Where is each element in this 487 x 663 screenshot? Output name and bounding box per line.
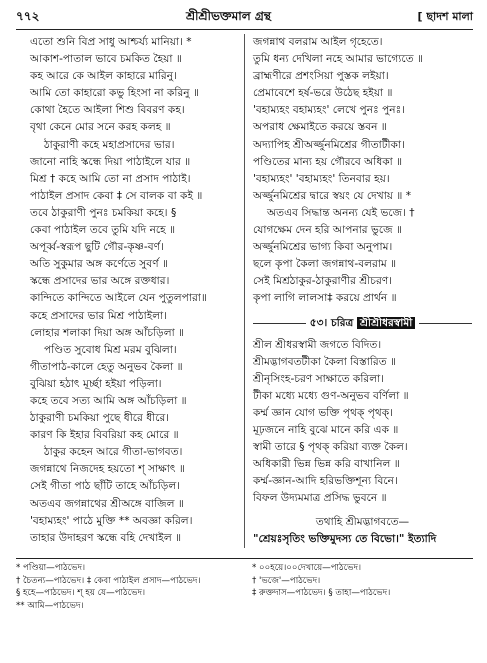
- verse-line: প্রেমাবেশে হর্ষ-ভরে উঠেছ হইয়া ॥: [253, 87, 393, 100]
- verse-line: অতএব জগন্নাথের শ্রীঅঙ্গে বাজিল ॥: [30, 497, 184, 510]
- verse-line: পণ্ডিত সুবোধ মিশ্র মরম বুঝিলা।: [44, 343, 177, 356]
- footnotes-left: [16, 562, 244, 612]
- verse-line: 'বহাম্যহং' 'বহাম্যহং' তিনবার হয়।: [253, 172, 390, 185]
- chapter-name: শ্রীশ্রীধরস্বামী: [357, 317, 415, 329]
- chapter-number: ৫৩।: [309, 316, 328, 329]
- verse-line: যোগক্ষেম দেন হরি আপনার ভুজে ॥: [253, 224, 402, 237]
- verse-line: জগন্নাথ বলরাম আইল গৃহেতে।: [253, 36, 383, 48]
- section-label: [ ছাদশ মালা: [417, 10, 473, 23]
- verse-line: শ্রীল শ্রীধরস্বামী জগতে বিদিত।: [253, 338, 382, 351]
- verse-line: কারণ কি ইহার বিবরিয়া কহ মোরে ॥: [30, 429, 179, 442]
- verse-line: কেবা পাঠাইল তবে তুমি যদি নহে ॥: [30, 224, 176, 237]
- verse-line: অদ্যাপিহ শ্রীঅর্জ্জুনমিশ্রের গীতাটীকা।: [253, 138, 405, 151]
- verse-line: বুঝিয়া হঠাৎ মূর্চ্ছা হইয়া পড়িলা।: [30, 377, 162, 390]
- chapter-rule-right: [419, 323, 472, 324]
- page-header: [16, 6, 473, 30]
- verse-line: জানো নাহি স্কন্ধে দিয়া পাঠাইলে যার ॥: [30, 155, 191, 168]
- verse-line: গীতাপাঠ-কালে হেতু অনুভব কৈলা ॥: [30, 360, 183, 373]
- verse-line: অর্জ্জুনমিশ্রের ভাগ্য কিবা অনুপাম।: [253, 241, 393, 254]
- footnote: ‡ রুক্তদাস—পাঠভেদ। § তাহা—পাঠভেদ।: [252, 588, 391, 599]
- verse-line: কহে প্রসাদের ভার মিশ্র পাঠাইলা।: [30, 309, 167, 322]
- verse-line: ছলে কৃপা কৈলা জগন্নাথ-বলরাম ॥: [253, 258, 397, 271]
- verse-line: আকাশ-পাতাল ভাবে চমকিত হৈয়া ॥: [30, 53, 182, 66]
- verse-line: মিশ্র † কহে আমি তো না প্রসাদ পাঠাই।: [30, 172, 191, 185]
- verse-line: শ্রীনৃসিংহ-চরণ সাক্ষাতে করিলা।: [253, 372, 384, 385]
- right-column-bottom: [253, 337, 472, 508]
- verse-line: পণ্ডিতের মান্য হয় গৌরবে অধিকা ॥: [253, 155, 403, 168]
- verse-line: অপূর্ব্ব-স্বরূপ ছুটি গৌর-কৃষ্ণ-বর্ণ।: [30, 241, 164, 254]
- left-column: [16, 34, 244, 548]
- verse-line: আমি তো কাহারো কভু হিংসা না করিনু ॥: [30, 87, 199, 100]
- verse-line: শ্রীমদ্ভাগবতটীকা কৈলা বিস্তারিত ॥: [253, 355, 397, 368]
- verse-line: ঠাকুরাণী কহে মহাপ্রসাদের ভার।: [44, 138, 175, 151]
- verse-line: ঠাকুরাণী চমকিয়া পুছে ধীরে ধীরে।: [30, 412, 170, 425]
- right-column-top: [253, 34, 472, 308]
- verse-line: অতএব সিদ্ধান্ত অনন্য যেই ভজে। †: [267, 206, 415, 219]
- verse-line: অধিকারী ভিন্ন ভিন্ন করি বাখানিল ॥: [253, 458, 400, 471]
- verse-line: স্কন্ধে প্রসাদের ভার অঙ্গে রক্তধার।: [30, 275, 170, 288]
- verse-intro: তথাহি শ্রীমদ্ভাগবতে—: [315, 515, 410, 528]
- footnote: * ০০হয়ে।০০দেখায়ে—পাঠভেদ।: [252, 563, 362, 573]
- verse-line: অর্জ্জুনমিশ্রের দ্বারে স্বয়ং যে দেখায় ॥ *: [253, 189, 412, 202]
- verse-line: স্বামী তারে § পৃথক্ করিয়া ব্যক্ত কৈল।: [253, 441, 408, 454]
- footnote: † চৈতন্য—পাঠভেদ। ‡ কেবা পাঠাইল প্রসাদ—পাঠভেদ।: [16, 575, 201, 586]
- verse-line: বিফল উদ্যমমাত্র প্রসিদ্ধ ভুবনে ॥: [253, 492, 387, 505]
- chapter-heading: [253, 314, 472, 333]
- verse-line: কান্দিতে কান্দিতে আইলে যেন পুতুলপারা॥: [30, 292, 207, 305]
- verse-line: অপরাধ ক্ষেমাইতে করয়ে স্তবন ॥: [253, 121, 387, 134]
- verse-quote: "শ্রেয়ঃসৃতিং ভক্তিমুদস্য তে বিভো।" ইত্যাদি: [253, 532, 437, 545]
- verse-line: তবে ঠাকুরাণী পুনঃ চমকিয়া কহে। §: [30, 206, 177, 219]
- verse-line: অতি সুকুমার অঙ্গ কর্ণেতে সুবর্ণ ॥: [30, 258, 168, 271]
- verse-line: সেই গীতা পাঠ ছাঁটি তাহে আঁচড়িল।: [30, 480, 181, 493]
- footnotes-right: [244, 562, 472, 612]
- chapter-rule-left: [253, 323, 306, 324]
- chapter-prefix: চরিত্র: [330, 316, 354, 329]
- page-number: ৭৭২: [16, 8, 40, 23]
- verse-line: তাহার উদাহরণ স্কন্ধে বহি দেখাইল ॥: [30, 531, 182, 544]
- verse-line: মূঢ়জনে নাহি বুঝে মানে করি এক ॥: [253, 424, 399, 437]
- verse-line: তুমি ধন্য দেখিলা নহে আমার ভাগ্যেতে ॥: [253, 53, 423, 66]
- verse-line: টীকা মধ্যে মধ্যে গুণ-অনুভব বর্ণিলা ॥: [253, 389, 409, 402]
- footnote: ** আমি—পাঠভেদ।: [16, 600, 84, 611]
- footnote: § হহে—পাঠভেদ। শ্ হয় যে—পাঠভেদ।: [16, 588, 146, 599]
- verse-line: কহে তবে সত্য আমি অঙ্গ আঁচড়িলা ॥: [30, 394, 187, 407]
- verse-line: কর্ম্ম-জ্ঞান-আদি হরিভক্তিশূন্য বিনে।: [253, 475, 398, 488]
- verse-line: কর্ম্ম জ্ঞান যোগ ভক্তি পৃথক্ পৃথক্।: [253, 406, 393, 419]
- verse-line: কোথা হৈতে আইলা শিশু বিবরণ কহ।: [30, 104, 185, 117]
- book-title: শ্রীশ্রীভক্তমাল গ্রন্থ: [186, 8, 271, 23]
- verse-line: ব্রাহ্মণীরে প্রশংসিয়া পুস্তক লইয়া।: [253, 70, 389, 83]
- verse-line: সেই মিশ্রঠাকুর-ঠাকুরাণীর শ্রীচরণ।: [253, 275, 393, 288]
- footnotes: [16, 558, 473, 612]
- verse-line: পাঠাইল প্রসাদ কেবা ‡ সে বালক বা কই ॥: [30, 189, 203, 202]
- right-column: [244, 34, 472, 548]
- text-columns: [16, 34, 473, 548]
- verse-line: জগন্নাথে নিজদেহ হয়তো শ্ সাক্ষাৎ ॥: [30, 463, 185, 476]
- verse-line: বৃথা কেনে মোর সনে করহ কলহ ॥: [30, 121, 171, 134]
- verse-line: 'বহাম্যহং' পাঠে মুক্তি ** অবজ্ঞা করিল।: [30, 514, 193, 527]
- verse-line: 'বহাম্যহং বহাম্যহং' লেখে পুনঃ পুনঃ।: [253, 104, 406, 117]
- footnote: * পণ্ডিয়া—পাঠভেদ।: [16, 563, 86, 573]
- verse-line: ঠাকুর কহেন আরে গীতা-ভাগবত।: [44, 446, 183, 459]
- verse-line: কৃপা লাগি লালসা‡ করয়ে প্রার্থন ॥: [253, 292, 397, 305]
- verse-line: এতো শুনি বিপ্র সাধু আশ্চর্য্য মানিয়া। *: [30, 36, 192, 48]
- chapter-label: [306, 314, 420, 333]
- footnote: † 'ভজে'—পাঠভেদ।: [252, 575, 321, 586]
- verse-line: লোহার শলাকা দিয়া অঙ্গ আঁচড়িলা ॥: [30, 326, 185, 339]
- verse-line: কহ আরে কে আইল কাহারে মারিনু।: [30, 70, 177, 83]
